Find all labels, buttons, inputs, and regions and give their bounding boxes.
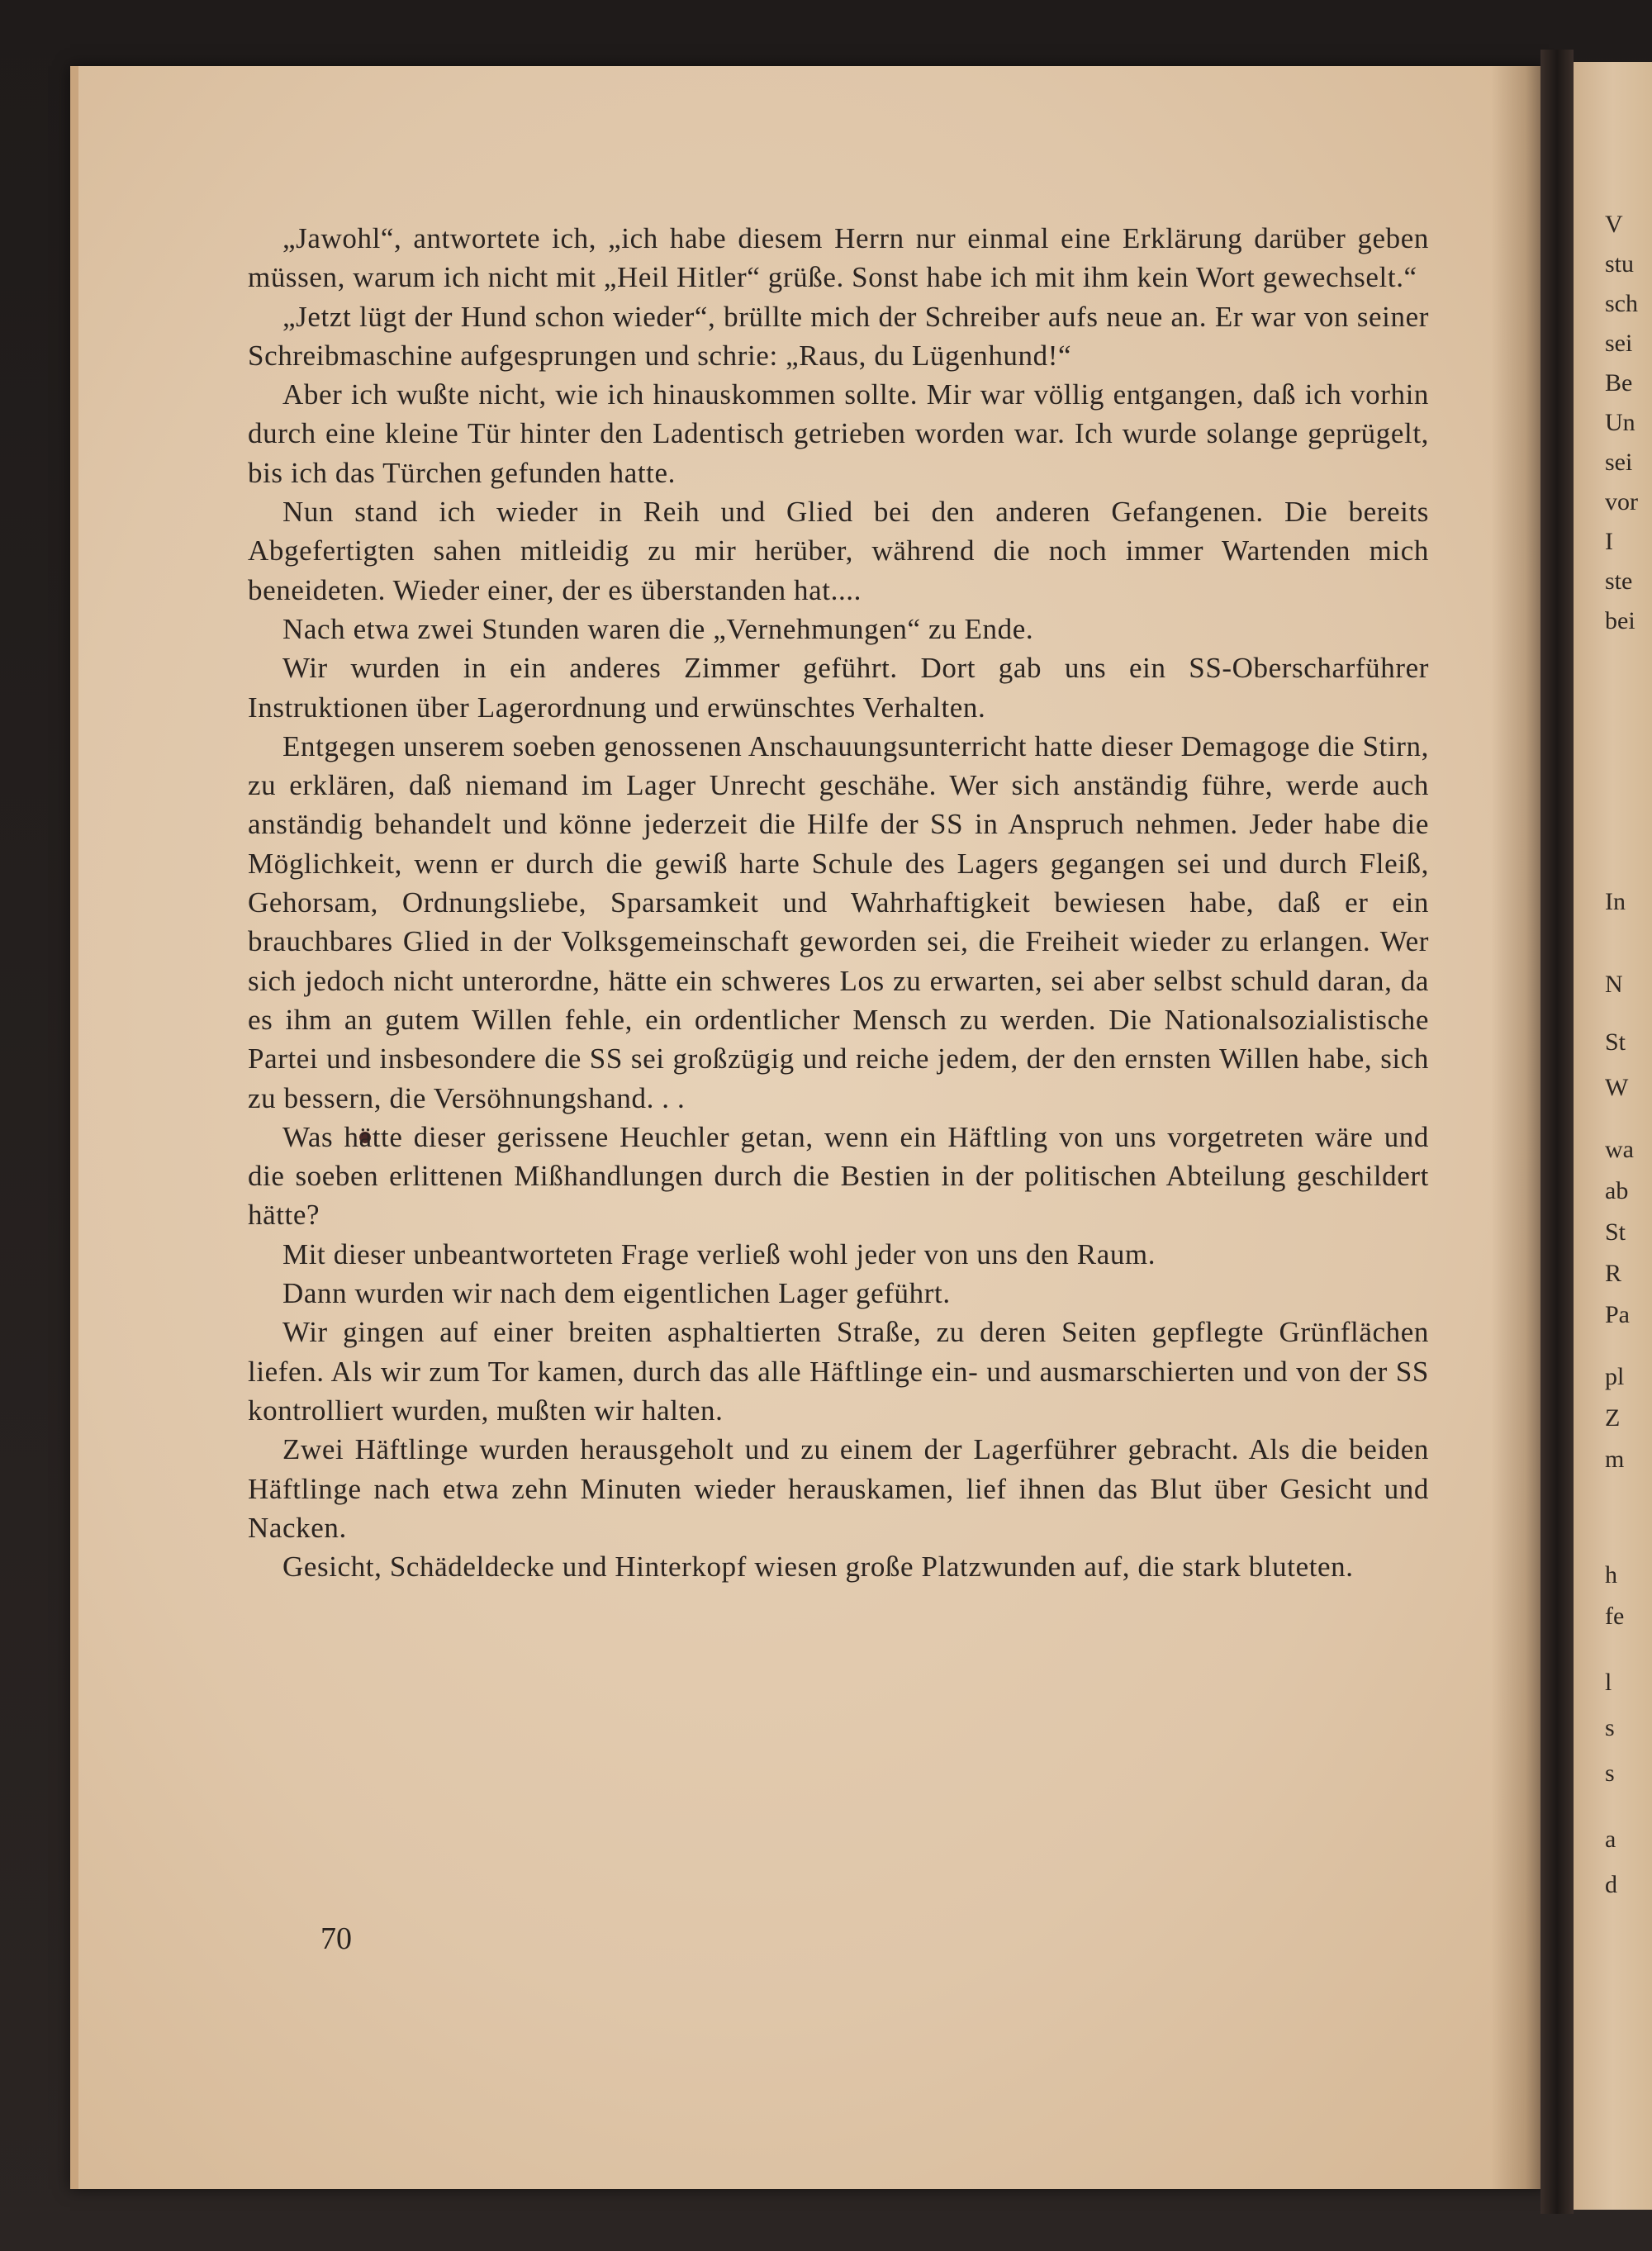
next-page-fragment: V xyxy=(1605,211,1623,238)
paragraph: Wir gingen auf einer breiten asphaltierten Straße, zu deren Seiten gepflegte Grünflächen liefen. Als wir zum Tor kamen, durch das alle Häftlinge ein- und ausmarschierten und von der SS kontrolliert wurden, mußten wir halten. xyxy=(248,1316,1429,1427)
paragraph: Aber ich wußte nicht, wie ich hinauskommen sollte. Mir war völlig entgangen, daß ich vorhin durch eine kleine Tür hinter den Ladentisch getrieben worden war. Ich wurde solange geprügelt, bis ich das Türchen gefunden hatte. xyxy=(248,378,1429,489)
next-page-fragment: I xyxy=(1605,528,1613,555)
next-page-fragment: In xyxy=(1605,888,1626,915)
next-page-fragment: vor xyxy=(1605,488,1638,515)
paragraph: Gesicht, Schädeldecke und Hinterkopf wiesen große Platzwunden auf, die stark bluteten. xyxy=(282,1551,1354,1584)
next-page-fragment: Be xyxy=(1605,369,1633,397)
book-page-right-edge xyxy=(1574,62,1652,2210)
next-page-fragment: ab xyxy=(1605,1177,1629,1204)
paragraph: Wir wurden in ein anderes Zimmer geführt. Dort gab uns ein SS-Oberscharführer Instruktionen über Lagerordnung und erwünschtes Verhalten. xyxy=(248,652,1429,724)
paragraph: Nun stand ich wieder in Reih und Glied bei den anderen Gefangenen. Die bereits Abgefertigten sahen mitleidig zu mir herüber, während die noch immer Wartenden mich beneideten. Wieder einer, der es überstanden hat.... xyxy=(248,496,1429,606)
paragraph: Nach etwa zwei Stunden waren die „Vernehmungen“ zu Ende. xyxy=(282,612,1034,645)
page-number: 70 xyxy=(320,1921,352,1956)
next-page-fragment: stu xyxy=(1605,250,1635,278)
next-page-fragment: St xyxy=(1605,1218,1626,1246)
next-page-fragment: ste xyxy=(1605,567,1633,595)
book-gutter xyxy=(1540,50,1574,2214)
next-page-fragment: N xyxy=(1605,971,1623,998)
paragraph: Mit dieser unbeantworteten Frage verließ wohl jeder von uns den Raum. xyxy=(282,1237,1156,1270)
next-page-fragment: s xyxy=(1605,1759,1615,1787)
paragraph: Zwei Häftlinge wurden herausgeholt und zu einem der Lagerführer gebracht. Als die beiden Häftlinge nach etwa zehn Minuten wieder herauskamen, lief ihnen das Blut über Gesicht und Nacken. xyxy=(248,1433,1429,1544)
next-page-fragment: Z xyxy=(1605,1404,1621,1432)
next-page-fragment: d xyxy=(1605,1871,1617,1898)
next-page-fragment: wa xyxy=(1605,1136,1634,1163)
next-page-fragment: fe xyxy=(1605,1603,1625,1630)
next-page-fragment: sei xyxy=(1605,330,1633,357)
next-page-fragment: m xyxy=(1605,1446,1625,1473)
next-page-fragment: sei xyxy=(1605,449,1633,476)
next-page-fragment: l xyxy=(1605,1669,1612,1696)
next-page-fragment: bei xyxy=(1605,607,1635,634)
paragraph: Was hätte dieser gerissene Heuchler getan, wenn ein Häftling von uns vorgetreten wäre und die soeben erlittenen Mißhandlungen durch die Bestien in der politischen Abteilung geschildert hätte? xyxy=(248,1120,1429,1232)
next-page-fragment: pl xyxy=(1605,1363,1625,1390)
next-page-fragment: s xyxy=(1605,1714,1615,1741)
next-page-fragment: W xyxy=(1605,1074,1629,1101)
next-page-fragment: a xyxy=(1605,1826,1616,1853)
page-body-text xyxy=(248,219,1429,1586)
next-page-fragment: R xyxy=(1605,1260,1622,1287)
next-page-fragment: sch xyxy=(1605,290,1638,317)
paragraph: „Jetzt lügt der Hund schon wieder“, brüllte mich der Schreiber aufs neue an. Er war von seiner Schreibmaschine aufgesprungen und schrie: „Raus, du Lügenhund!“ xyxy=(248,300,1429,372)
next-page-fragment: h xyxy=(1605,1561,1617,1589)
next-page-fragment: Pa xyxy=(1605,1301,1630,1328)
next-page-fragment: Un xyxy=(1605,409,1635,436)
paragraph: „Jawohl“, antwortete ich, „ich habe diesem Herrn nur einmal eine Erklärung darüber geben müssen, warum ich nicht mit „Heil Hitler“ grüße. Sonst habe ich mit ihm kein Wort gewechselt.“ xyxy=(248,222,1429,294)
next-page-fragment: St xyxy=(1605,1028,1626,1056)
paragraph: Dann wurden wir nach dem eigentlichen Lager geführt. xyxy=(282,1277,951,1310)
paragraph: Entgegen unserem soeben genossenen Anschauungsunterricht hatte dieser Demagoge die Stirn, zu erklären, daß niemand im Lager Unrecht geschähe. Wer sich anständig führe, werde auch anständig behandelt und könne jederzeit die Hilfe der SS in Anspruch nehmen. Jeder habe die Möglichkeit, wenn er durch die gewiß harte Schule des Lagers gegangen sei und durch Fleiß, Gehorsam, Ordnungsliebe, Sparsamkeit und Wahrhaftigkeit bewiesen habe, daß er ein brauchbares Glied in der Volksgemeinschaft geworden sei, die Freiheit wieder zu erlangen. Wer sich jedoch nicht unterordne, hätte ein schweres Los zu erwarten, sei aber selbst schuld daran, da es ihm an gutem Willen fehle, ein ordentlicher Mensch zu werden. Die Nationalsozialistische Partei und insbesondere die SS sei großzügig und reiche jedem, der den ernsten Willen habe, sich zu bessern, die Versöhnungshand. . . xyxy=(248,729,1429,1114)
